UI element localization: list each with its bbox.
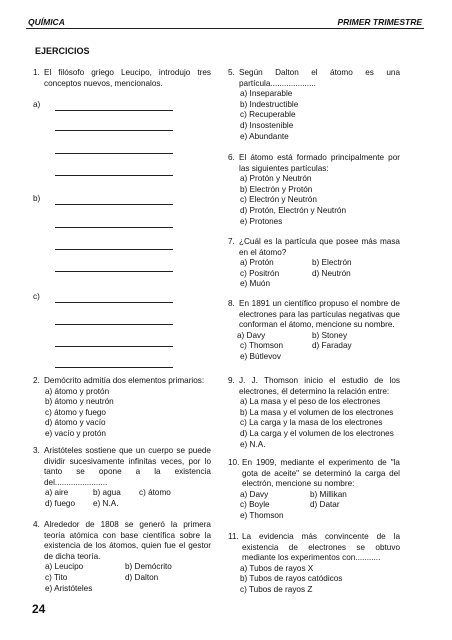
option: a) Davy xyxy=(237,330,266,340)
question-4 xyxy=(33,520,211,594)
option: b) Electrón xyxy=(312,258,352,268)
answer-rule xyxy=(55,302,173,303)
answer-rule xyxy=(55,346,173,347)
option: a) Davy xyxy=(240,489,269,499)
question-number: 1. xyxy=(33,68,40,77)
question-7 xyxy=(228,237,400,290)
question-text: En 1909, mediante el experimento de "la gota de aceite" se determinó la carga del electrón, mencione su nombre: xyxy=(242,458,400,489)
question-6 xyxy=(228,153,400,227)
option: e) Aristóteles xyxy=(45,583,93,593)
option: a) La masa y el peso de los electrones xyxy=(240,397,381,407)
question-number: 10. xyxy=(228,458,240,467)
answer-label: b) xyxy=(33,194,41,203)
answer-label: c) xyxy=(33,292,40,301)
option: a) Inseparable xyxy=(240,89,293,99)
option: c) Electrón y Neutrón xyxy=(240,195,317,205)
option: e) Thomson xyxy=(240,510,284,520)
option: e) Bútlevov xyxy=(240,351,281,361)
option: a) Protón y Neutrón xyxy=(240,174,312,184)
page-header xyxy=(26,12,424,29)
option: b) Demócrito xyxy=(125,562,172,572)
answer-rule xyxy=(55,130,173,131)
question-2 xyxy=(33,376,211,440)
answer-rule xyxy=(55,324,173,325)
option: d) Dalton xyxy=(125,572,159,582)
option: b) agua xyxy=(93,488,121,498)
question-5 xyxy=(228,68,400,142)
option: c) La carga y la masa de los electrones xyxy=(240,418,383,428)
option: d) Insostenible xyxy=(240,120,294,130)
answer-rule xyxy=(55,110,173,111)
answer-label: a) xyxy=(33,100,41,109)
question-text: J. J. Thomson inicio el estudio de los electrones, él determino la relación entre: xyxy=(239,376,400,396)
option: b) átomo y neutrón xyxy=(45,397,114,407)
option: b) Indestructible xyxy=(240,99,299,109)
option: c) Thomson xyxy=(240,341,284,351)
question-8 xyxy=(228,299,400,363)
option: d) Datar xyxy=(310,500,340,510)
option: c) átomo y fuego xyxy=(45,407,106,417)
question-number: 11. xyxy=(228,532,239,541)
question-text: Según Dalton el átomo es una partícula.................... xyxy=(239,68,400,88)
question-10 xyxy=(228,458,400,522)
option: b) Tubos de rayos catódicos xyxy=(240,574,343,584)
page-number: 24 xyxy=(32,602,46,616)
question-1 xyxy=(33,68,211,89)
question-text: ¿Cuál es la partícula que posee más masa en el átomo? xyxy=(239,237,400,257)
option: b) Millikan xyxy=(310,489,347,499)
question-11 xyxy=(228,532,400,596)
answer-rule xyxy=(55,175,173,176)
option: c) átomo xyxy=(139,488,171,498)
option: a) aire xyxy=(45,488,69,498)
option: e) Protones xyxy=(240,216,283,226)
question-number: 5. xyxy=(228,68,235,77)
question-text: Aristóteles sostiene que un cuerpo se puede dividir sucesivamente infinitas veces, por lo tanto se opone a la existencia del....................... xyxy=(44,446,211,487)
question-number: 2. xyxy=(33,376,40,385)
option: b) La masa y el volumen de los electrones xyxy=(240,407,394,417)
question-number: 3. xyxy=(33,446,40,455)
term-label: PRIMER TRIMESTRE xyxy=(337,17,422,27)
answer-rule xyxy=(55,204,173,205)
option: d) Protón, Electrón y Neutrón xyxy=(240,205,347,215)
option: d) La carga y el volumen de los electrones xyxy=(240,428,394,438)
answer-rule xyxy=(55,227,173,228)
question-number: 8. xyxy=(228,299,235,308)
answer-rule xyxy=(55,153,173,154)
answer-rule xyxy=(55,249,173,250)
question-text: Demócrito admitía dos elementos primarios: xyxy=(44,376,205,385)
answer-rule xyxy=(55,271,173,272)
option: d) átomo y vacío xyxy=(45,418,106,428)
option: e) Muón xyxy=(240,279,271,289)
answer-rule xyxy=(55,367,173,368)
option: e) N.A. xyxy=(93,498,119,508)
option: d) Faraday xyxy=(312,341,352,351)
question-number: 4. xyxy=(33,520,40,529)
option: a) átomo y protón xyxy=(45,386,110,396)
question-text: El átomo está formado principalmente por las siguientes partículas: xyxy=(239,153,400,173)
option: c) Tubos de rayos Z xyxy=(240,584,313,594)
option: d) Neutrón xyxy=(312,268,351,278)
option: e) N.A. xyxy=(240,439,266,449)
question-text: Alrededor de 1808 se generó la primera teoría atómica con base científica sobre la existencia de los átomos, quien fue el gestor de dicha teoría. xyxy=(44,520,211,561)
option: e) vacío y protón xyxy=(45,428,106,438)
option: a) Protón xyxy=(240,258,274,268)
option: e) Abundante xyxy=(240,131,289,141)
option: d) fuego xyxy=(45,498,76,508)
option: b) Stoney xyxy=(312,330,348,340)
option: c) Boyle xyxy=(240,500,270,510)
question-3 xyxy=(33,446,211,510)
option: b) Electrón y Protón xyxy=(240,184,313,194)
option: c) Recuperable xyxy=(240,110,296,120)
question-text: En 1891 un científico propuso el nombre de electrones para las partículas negativas que conforman el átomo, mencione su nombre. xyxy=(239,299,400,330)
option: c) Positrón xyxy=(240,268,280,278)
option: a) Tubos de rayos X xyxy=(240,563,314,573)
question-number: 9. xyxy=(228,376,235,385)
question-number: 7. xyxy=(228,237,235,246)
question-9 xyxy=(228,376,400,450)
option: c) Tito xyxy=(45,572,68,582)
question-text: El filósofo griego Leucipo, introdujo tres conceptos nuevos, mencionalos. xyxy=(44,68,211,88)
option: a) Leucipo xyxy=(45,562,84,572)
section-title: EJERCICIOS xyxy=(35,46,90,56)
question-number: 6. xyxy=(228,153,235,162)
subject-label: QUÍMICA xyxy=(28,17,65,27)
question-text: La evidencia más convincente de la existencia de electrones se obtuvo mediante los experimentos con........... xyxy=(242,532,400,563)
